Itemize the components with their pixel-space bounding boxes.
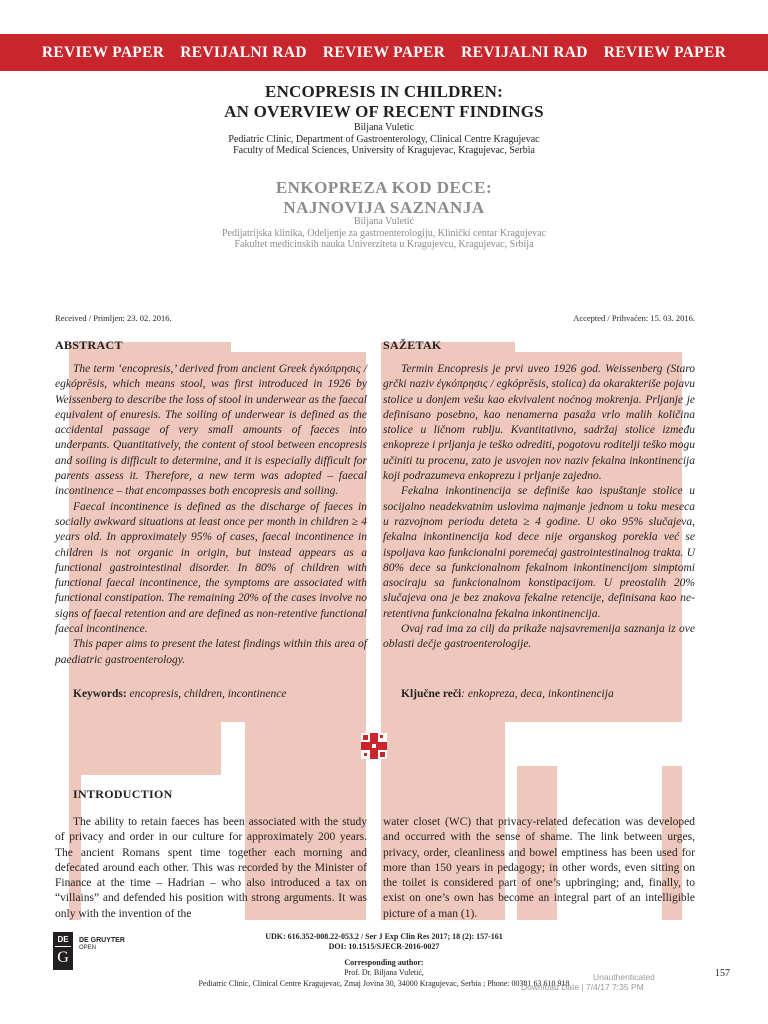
- sazetak-paragraph: Fekalna inkontinencija se definiše kao ispuštanje stolice u socijalno neadekvatnim uslovima najmanje jednom u toku meseca u razvojnom periodu deteta ≥ 4 godine. U oko 95% slučajeva, fekalna inkontinencija kod dece nije organskog porekla već se ispoljava kao funkcionalni poremećaj gastrointestinalnog trakta. U 80% dece sa funkcionalnom fekalnom inkontinencijom simptomi asociraju sa funkcionalnom konstipacijom. U preostalih 20% slučajeva ona je bez znakova fekalne retencije, definisana kao ne- retentivna funkcionalna fekalna inkontinencija.: [383, 485, 695, 620]
- sazetak-paragraph: Ovaj rad ima za cilj da prikaže najsavremenija saznanja iz ove oblasti dečje gastroenterologije.: [383, 623, 695, 651]
- introduction-heading: INTRODUCTION: [73, 787, 173, 801]
- abstract-body: [55, 362, 367, 668]
- author-name: Biljana Vuletic: [353, 122, 415, 133]
- keywords-label: Keywords:: [73, 688, 127, 700]
- abstract-paragraph: Faecal incontinence is defined as the discharge of faeces in socially awkward situations at least once per month in children ≥ 4 years old. In approximately 95% of cases, faecal incontinence in children is not organic in origin, but instead appears as a functional gastrointestinal disorder. In 80% of children with functional faecal incontinence, the symptoms are associated with functional constipation. The remaining 20% of the cases involve no signs of faecal retention and are defined as non-retentive functional faecal incontinence.: [55, 500, 367, 636]
- keywords-text: : enkopreza, deca, inkontinencija: [461, 688, 614, 700]
- publisher-g: G: [57, 949, 69, 966]
- sazetak-body: [383, 362, 695, 653]
- publisher-name: DE GRUYTER: [79, 937, 125, 944]
- banner-item: REVIJALNI RAD: [180, 43, 307, 61]
- banner-item: REVIEW PAPER: [41, 43, 165, 61]
- affiliation: Pediatric Clinic, Department of Gastroenterology, Clinical Centre Kragujevac: [228, 133, 540, 145]
- abstract-keywords: [73, 688, 286, 700]
- watermark-line: Download Date | 7/4/17 7:35 PM: [521, 982, 644, 992]
- english-author-block: [0, 122, 768, 157]
- keywords-label: Ključne reči: [401, 688, 462, 700]
- corresponding-label: Corresponding author:: [344, 958, 424, 967]
- serbian-title: [0, 178, 768, 218]
- received-date: Received / Primljen: 23. 02. 2016.: [55, 313, 172, 323]
- corresponding-address: Pediatric Clinic, Clinical Centre Kragujevac, Zmaj Jovina 30, 34000 Kragujevac, Serbia ; Phone: 00381 63 610 918: [198, 979, 570, 988]
- download-watermark: [521, 972, 655, 992]
- sazetak-paragraph: Termin Encopresis je prvi uveo 1926 god. Weissenberg (Staro grčki naziv ἐγκόπρησις / egkóprēsis, stolica) da okarakteriše pojavu stolice u donjem vešu kao ekvivalent noćnog mokrenja. Prljanje je definisano posebno, kao nenamerna pasaža vrlo malih količina stolice u ličnom rublju. Kvantitativno, sadržaj stolice između enkopreze i prljanja je teško odrediti, pogotovu roditelji teško mogu učiniti tu procenu, zato je usvojen nov naziv fekalna inkontinencija koji podrazumeva enkoprezu i prljanje zajedno.: [383, 363, 695, 483]
- title-line: NAJNOVIJA SAZNANJA: [283, 198, 485, 217]
- abstract-paragraph: This paper aims to present the latest findings within this area of paediatric gastroenterology.: [55, 638, 367, 666]
- title-line: ENKOPREZA KOD DECE:: [275, 178, 493, 197]
- corresponding-name: Prof. Dr. Biljana Vuletić,: [344, 968, 424, 977]
- affiliation: Pedijatrijska klinika, Odeljenje za gastroenterologiju, Klinički centar Kragujevac: [221, 227, 547, 239]
- english-title: [0, 82, 768, 122]
- introduction-paragraph: The ability to retain faeces has been associated with the study of privacy and order in our culture for approximately 200 years. The ancient Romans spent time together each morning and defecated around each other. This was recorded by the Minister of Finance at the time – Hadrian – who also introduced a tax on “villains” and defended his position with strong arguments. It was only with the invention of the: [55, 816, 367, 920]
- title-line: AN OVERVIEW OF RECENT FINDINGS: [224, 102, 544, 121]
- sazetak-keywords: [401, 688, 614, 700]
- introduction-left-column: [55, 815, 367, 922]
- affiliation: Faculty of Medical Sciences, University of Kragujevac, Kragujevac, Serbia: [233, 145, 535, 156]
- author-name: Biljana Vuletić: [353, 216, 415, 227]
- introduction-paragraph: water closet (WC) that privacy-related defecation was developed and occurred with the sense of shame. The link between urges, privacy, order, cleanliness and bowel emptiness has been used for more than 150 years in pedagogy; in other words, even sitting on the toilet is considered part of one’s upbringing; and, finally, to exist on one’s own has become an integral part of an intelligible picture of a man (1).: [383, 816, 695, 920]
- banner-item: REVIJALNI RAD: [461, 43, 588, 61]
- footer-doi: DOI: 10.1515/SJECR-2016-0027: [328, 942, 440, 951]
- banner-item: REVIEW PAPER: [322, 43, 446, 61]
- abstract-paragraph: The term ‘encopresis,’ derived from ancient Greek ἐγκόπρησις / egkóprēsis, which means stool, was first introduced in 1926 by Weissenberg to describe the loss of stool in underwear as the faecal equivalent of enuresis. The soiling of underwear is defined as the accidental passage of very small amounts of faeces into underpants. Quantitatively, the content of stool between encopresis and soiling is difficult to determine, and it is especially difficult for parents assess it. Therefore, a new term was adopted – faecal incontinence – that encompasses both encopresis and soiling.: [55, 363, 367, 498]
- keywords-text: encopresis, children, incontinence: [126, 688, 287, 700]
- watermark-line: Unauthenticated: [593, 972, 655, 982]
- banner-item: REVIEW PAPER: [603, 43, 727, 61]
- abstract-heading: ABSTRACT: [55, 338, 123, 352]
- journal-logo-icon: [361, 733, 387, 759]
- serbian-author-block: [0, 216, 768, 251]
- title-line: ENCOPRESIS IN CHILDREN:: [265, 82, 503, 101]
- page-number: 157: [715, 968, 730, 979]
- header-banner: [0, 34, 768, 71]
- accepted-date: Accepted / Prihvaćen: 15. 03. 2016.: [573, 313, 695, 323]
- footer-udk: UDK: 616.352-008.22-053.2 / Ser J Exp Clin Res 2017; 18 (2): 157-161: [265, 932, 503, 941]
- introduction-right-column: [383, 815, 695, 922]
- publisher-de: DE: [57, 935, 69, 944]
- sazetak-heading: SAŽETAK: [383, 338, 442, 352]
- publisher-sub: OPEN: [79, 945, 97, 951]
- affiliation: Fakultet medicinskih nauka Univerziteta u Kragujevcu, Kragujevac, Srbija: [234, 239, 534, 250]
